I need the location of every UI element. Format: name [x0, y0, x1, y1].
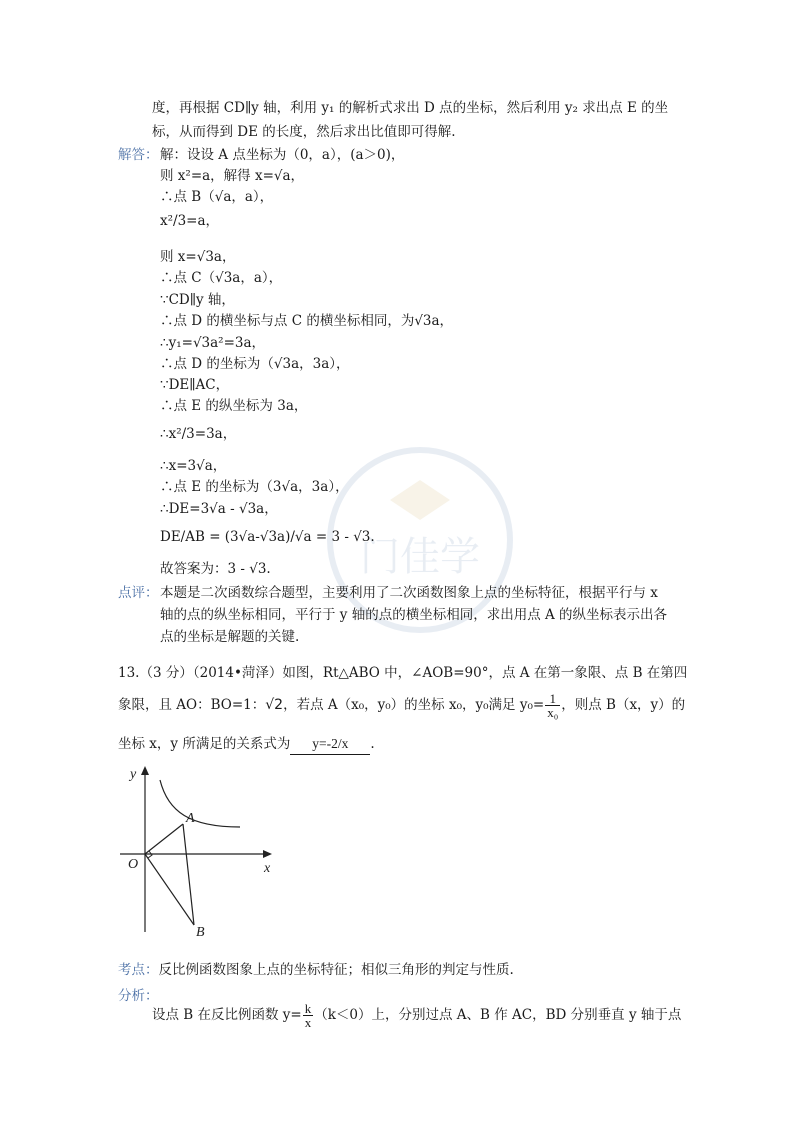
problem-13-text: ，若点 A（x₀，y₀）的坐标 x₀，y₀满足 y₀=: [283, 697, 545, 713]
problem-13-text: 坐标 x，y 所满足的关系式为: [118, 736, 291, 752]
kaodian-text: 反比例函数图象上点的坐标特征；相似三角形的判定与性质.: [158, 962, 514, 978]
comment-line-1: 本题是二次函数综合题型，主要利用了二次函数图象上点的坐标特征，根据平行与 x: [160, 585, 658, 601]
label-B: B: [196, 925, 205, 940]
label-O: O: [128, 857, 139, 872]
fenxi-line: [152, 1002, 681, 1029]
kaodian-line: [118, 960, 514, 980]
sqrt-value: √2: [265, 697, 284, 713]
answer-line: ∴点 D 的横坐标与点 C 的横坐标相同，为√3a，: [160, 313, 454, 329]
segment-AB: [183, 824, 194, 925]
problem-13-text: .: [370, 736, 375, 752]
answer-line: 则 x=√3a，: [160, 249, 236, 265]
problem-13-line-2: [118, 692, 685, 719]
label-y: y: [130, 767, 137, 782]
comment-line-2: 轴的点的纵坐标相同，平行于 y 轴的点的横坐标相同，求出用点 A 的纵坐标表示出各: [160, 607, 668, 623]
problem-13-line-3: [118, 734, 375, 755]
answer-line: ∴点 E 的坐标为（3√a，3a），: [160, 479, 349, 495]
intro-line-1: 度，再根据 CD∥y 轴，利用 y₁ 的解析式求出 D 点的坐标，然后利用 y₂ 求出点 E 的坐: [152, 100, 669, 116]
label-A: A: [186, 811, 195, 826]
segment-OA: [145, 824, 183, 854]
label-x: x: [264, 861, 271, 876]
fenxi-label: 分析：: [118, 988, 159, 1004]
answer-line: ∵DE∥AC，: [160, 377, 230, 393]
answer-line: ∴点 B（√a，a），: [160, 189, 274, 205]
fenxi-text: 设点 B 在反比例函数 y=: [152, 1007, 302, 1023]
kaodian-label: 考点：: [118, 962, 159, 978]
answer-line: 故答案为：3 - √3.: [160, 561, 271, 577]
answer-line: 解：设设 A 点坐标为（0，a），(a＞0)，: [160, 147, 405, 163]
answer-line: ∴点 D 的坐标为（√3a，3a），: [160, 356, 350, 372]
answer-blank: y=-2/x: [290, 734, 370, 755]
answer-line: ∴x=3√a，: [160, 458, 227, 474]
answer-line: ∴x²/3=3a，: [160, 426, 237, 442]
comment-label: 点评：: [118, 585, 159, 601]
answer-line: DE/AB = (3√a-√3a)/√a = 3 - √3.: [160, 529, 375, 545]
coordinate-figure: [110, 762, 290, 942]
y-axis-arrow-icon: [141, 766, 149, 775]
answer-line: ∵CD∥y 轴，: [160, 292, 235, 308]
fraction-1-over-x0: $\frac{1}{\text{x₀}}$: [547, 691, 559, 720]
comment-line-3: 点的坐标是解题的关键.: [160, 629, 300, 645]
answer-line: ∴y₁=√3a²=3a，: [160, 335, 266, 351]
x-axis-arrow-icon: [263, 850, 272, 858]
problem-13-line-1: 13.（3 分）（2014•菏泽）如图，Rt△ABO 中，∠AOB=90°，点 A 在第一象限、点 B 在第四: [118, 665, 688, 681]
answer-line: ∴点 E 的纵坐标为 3a，: [160, 398, 308, 414]
segment-OB: [145, 854, 194, 925]
answer-line: ∴DE=3√a - √3a，: [160, 501, 278, 517]
svg-text:门佳学: 门佳学: [360, 534, 480, 579]
intro-line-2: 标，从而得到 DE 的长度，然后求出比值即可得解.: [152, 124, 456, 140]
answer-line: 则 x²=a，解得 x=√a，: [160, 168, 305, 184]
answer-line: x²/3=a，: [160, 213, 220, 229]
answer-label: 解答：: [118, 147, 159, 163]
answer-line: ∴点 C（√3a，a），: [160, 270, 283, 286]
hyperbola-curve: [160, 780, 240, 827]
fraction-k-over-x: $\frac{k}{x}$: [304, 1001, 312, 1030]
problem-13-text: 象限，且 AO：BO=1：: [118, 697, 266, 713]
fenxi-text: （k＜0）上，分别过点 A、B 作 AC，BD 分别垂直 y 轴于点: [314, 1007, 682, 1023]
problem-13-text: ，则点 B（x，y）的: [561, 697, 686, 713]
